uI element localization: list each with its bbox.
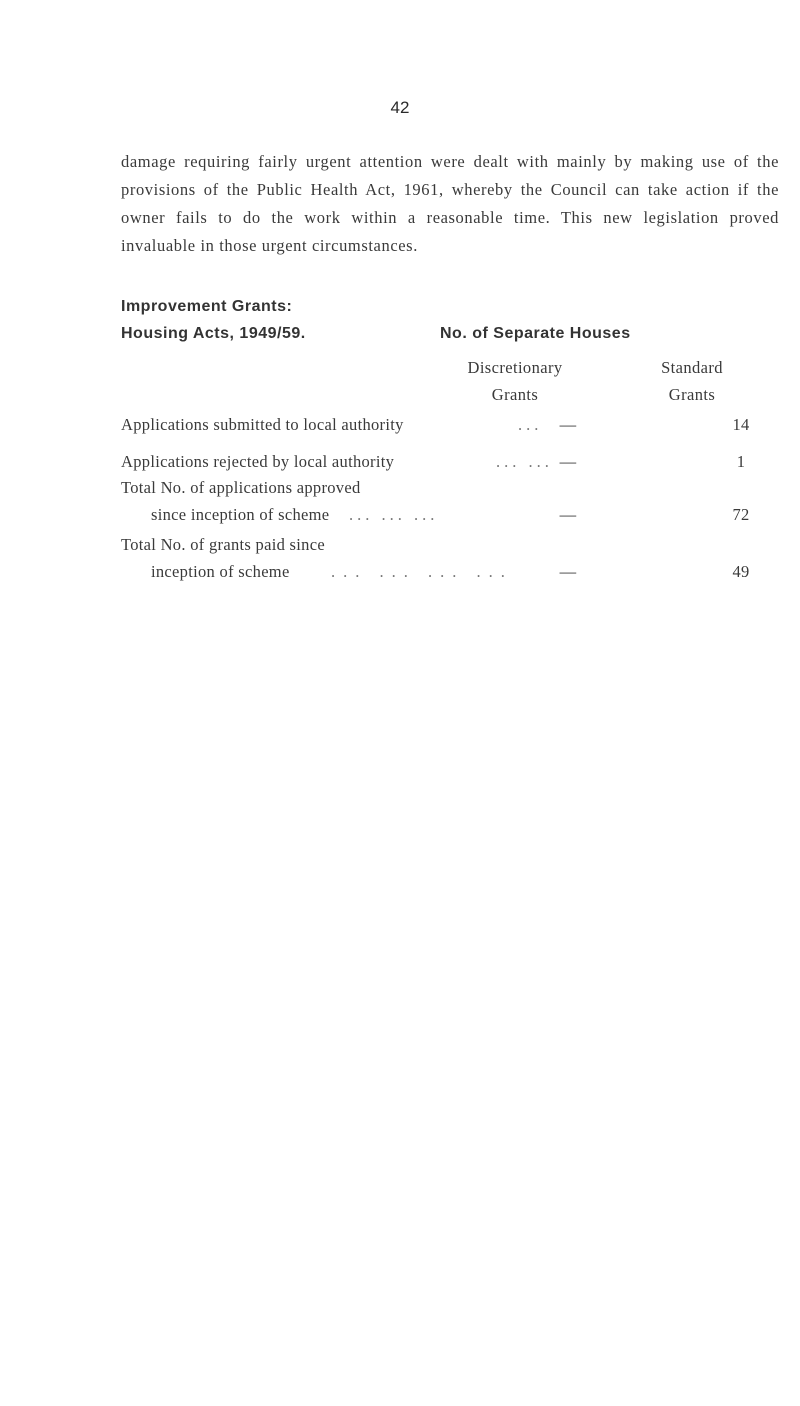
row-standard-value: 72	[732, 505, 750, 524]
row-standard-value: 1	[736, 452, 746, 471]
row-label-line2: since inception of scheme	[151, 505, 330, 524]
row-discretionary-value: —	[559, 415, 577, 434]
columns-heading: No. of Separate Houses	[440, 325, 631, 342]
column-header-discretionary	[432, 354, 598, 408]
column-header-discretionary-line1: Discretionary	[467, 358, 563, 377]
row-discretionary-value: —	[559, 452, 577, 471]
column-header-standard	[604, 354, 780, 408]
row-standard-value: 49	[732, 562, 750, 581]
page-number: 42	[390, 98, 410, 117]
row-label-line2: inception of scheme	[151, 562, 290, 581]
row-leader-dots: ... ...	[496, 452, 553, 471]
column-header-standard-line1: Standard	[661, 358, 723, 377]
row-discretionary-value: —	[559, 505, 577, 524]
table-row	[121, 535, 781, 595]
row-leader-dots: ...	[518, 415, 543, 434]
column-header-discretionary-line2: Grants	[491, 385, 539, 404]
row-discretionary-value: —	[559, 562, 577, 581]
column-header-standard-line2: Grants	[668, 385, 716, 404]
row-label: Applications rejected by local authority	[121, 452, 395, 471]
body-paragraph: damage requiring fairly urgent attention were dealt with mainly by making use of the provisions of the Public Health Act, 1961, whereby the Council can take action if the owner fails to do the work within a reasonable time. This new legislation proved invaluable in those urgent circumstances.	[121, 152, 779, 255]
row-label-line1: Total No. of applications approved	[121, 478, 361, 497]
section-heading-line2: Housing Acts, 1949/59.	[121, 325, 306, 342]
row-label: Applications submitted to local authority	[121, 415, 404, 434]
row-standard-value: 14	[732, 415, 750, 434]
row-label-line1: Total No. of grants paid since	[121, 535, 325, 554]
table-row	[121, 478, 781, 538]
section-heading-line1: Improvement Grants:	[121, 298, 293, 315]
row-leader-dots: ... ... ...	[349, 505, 439, 524]
row-leader-dots: ... ... ... ...	[331, 562, 513, 581]
